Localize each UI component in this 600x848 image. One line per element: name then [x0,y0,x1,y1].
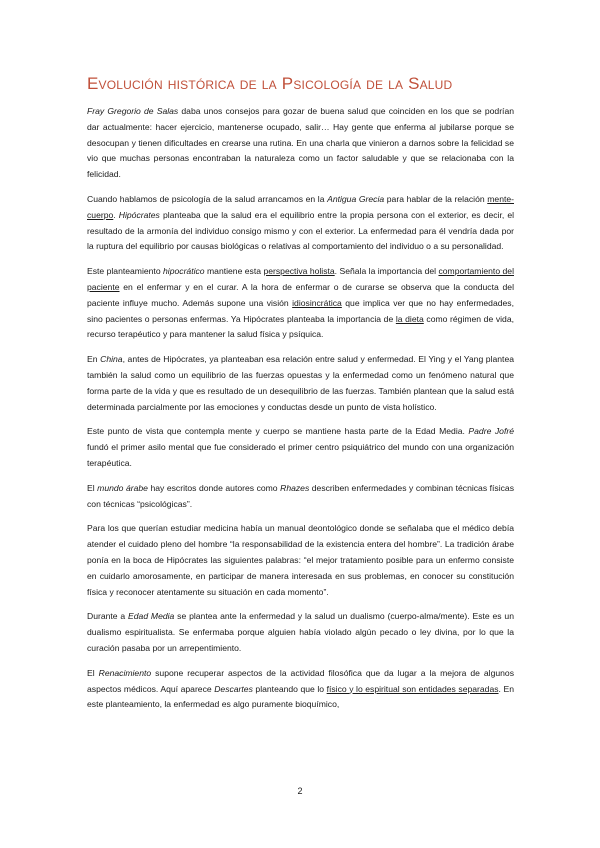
paragraph [87,666,514,713]
text-run: para hablar de la relación [384,193,488,204]
paragraph [87,521,514,600]
text-run: hay escritos donde autores como [147,482,281,493]
italic-term: Antigua Grecia [327,193,385,204]
paragraph [87,264,514,343]
text-run: , antes de Hipócrates, ya planteaban esa relación entre salud y enfermedad. El Ying y el Yang plantea también la salud como un equilibrio de las fuerzas opuestas y la enfermedad como un fenómeno natural que forma parte de la vida y que es resultado de un desequilibrio de las fuerzas. También plantean que la salud está determinada parcialmente por las emociones y conductas desde un punto de vista holístico. [87,354,514,412]
underlined-term: idiosincrática [292,297,342,308]
italic-term: Fray Gregorio de Salas [87,106,179,116]
italic-term: Padre Jofré [468,426,514,437]
paragraph [87,609,514,656]
italic-term: hipocrático [163,266,205,277]
underlined-term: la dieta [395,313,424,324]
body-text [87,104,514,722]
italic-term: China [100,354,123,365]
page-number: 2 [297,786,303,796]
text-run: . [113,209,119,220]
text-run: Este punto de vista que contempla mente y cuerpo se mantiene hasta parte de la Edad Media. [87,426,469,437]
text-run: supone recuperar aspectos de la actividad filosófica que da lugar a la mejora de algunos aspectos médicos. Aquí aparece [87,667,514,694]
underlined-term: mente-cuerpo [87,193,514,220]
paragraph [87,424,514,471]
italic-term: mundo árabe [97,482,148,493]
text-run: Durante a [87,611,129,622]
text-run: describen enfermedades y combinan técnicas físicas con técnicas “psicológicas”. [87,482,515,509]
text-run: planteando que lo [252,683,327,694]
text-run: mantiene esta [204,266,264,277]
text-run: daba unos consejos para gozar de buena salud que coinciden en los que se podrían dar actualmente: hacer ejercicio, mantenerse ocupado, salir… Hay gente que enferma al jubilarse porque se desocupan y tienen dificultades en crearse una rutina. En una charla que vinieron a darnos sobre la felicidad se vio que muchas personas encontraban la naturaleza como un factor saludable y que se relacionaba con la felicidad. [87,106,515,180]
paragraph [87,192,514,255]
italic-term: Hipócrates [118,209,160,220]
text-run: planteaba que la salud era el equilibrio entre la propia persona con el exterior, es decir, el resultado de la armonía del individuo consigo mismo y con el exterior. La enfermedad para él vendría dada por la ruptura del equilibrio por causas biológicas o relativas al comportamiento del individuo o a su personalidad. [87,209,515,252]
text-run: Cuando hablamos de psicología de la salud arrancamos en la [87,193,328,204]
text-run: en el enfermar y en el curar. A la hora de enfermar o de curarse se observa que la conducta del paciente influye mucho. Además supone una visión [87,281,514,308]
text-run: En [87,354,101,365]
text-run: . Señala la importancia del [334,266,439,277]
italic-term: Rhazes [280,482,310,493]
underlined-term: comportamiento del paciente [87,266,514,292]
text-run: fundó el primer asilo mental que fue considerado el primer centro psiquiátrico del mundo con una organización terapéutica. [87,442,514,468]
text-run: Este planteamiento [87,266,164,277]
page-title: Evolución histórica de la Psicología de la Salud [87,74,453,93]
text-run: que implica ver que no hay enfermedades, sino pacientes o personas enfermas. Ya Hipócrates planteaba la importancia de [87,297,514,324]
italic-term: Edad Media [128,611,175,622]
underlined-term: físico y lo espiritual son entidades separadas [326,683,499,694]
italic-term: Descartes [214,683,253,694]
text-run: Para los que querían estudiar medicina había un manual deontológico donde se señalaba que el médico debía atender el cuidado pleno del hombre “la responsabilidad de la existencia entera del hombre”. La tradición árabe ponía en la boca de Hipócrates las siguientes palabras: “el mejor tratamiento posible para un enfermo consiste en cuidarlo amorosamente, en participar de manera interesada en sus problemas, en conocer su constitución física y reconocer atentamente su situación en cada momento”. [87,523,514,597]
text-run: se plantea ante la enfermedad y la salud un dualismo (cuerpo-alma/mente). Este es un dualismo espiritualista. Se enfermaba porque alguien había violado algún pecado o ley divina, por lo que la curación pasaba por un arrepentimiento. [87,611,514,653]
paragraph [87,352,514,415]
text-run: . En este planteamiento, la enfermedad es algo puramente bioquímico, [87,683,514,710]
underlined-term: perspectiva holista [263,266,335,277]
italic-term: Renacimiento [98,667,152,678]
paragraph [87,104,514,183]
text-run: El [87,482,98,493]
text-run: como régimen de vida, recurso terapéutico y para mantener la salud física y psíquica. [87,313,514,340]
text-run: El [87,667,99,678]
paragraph [87,481,514,513]
